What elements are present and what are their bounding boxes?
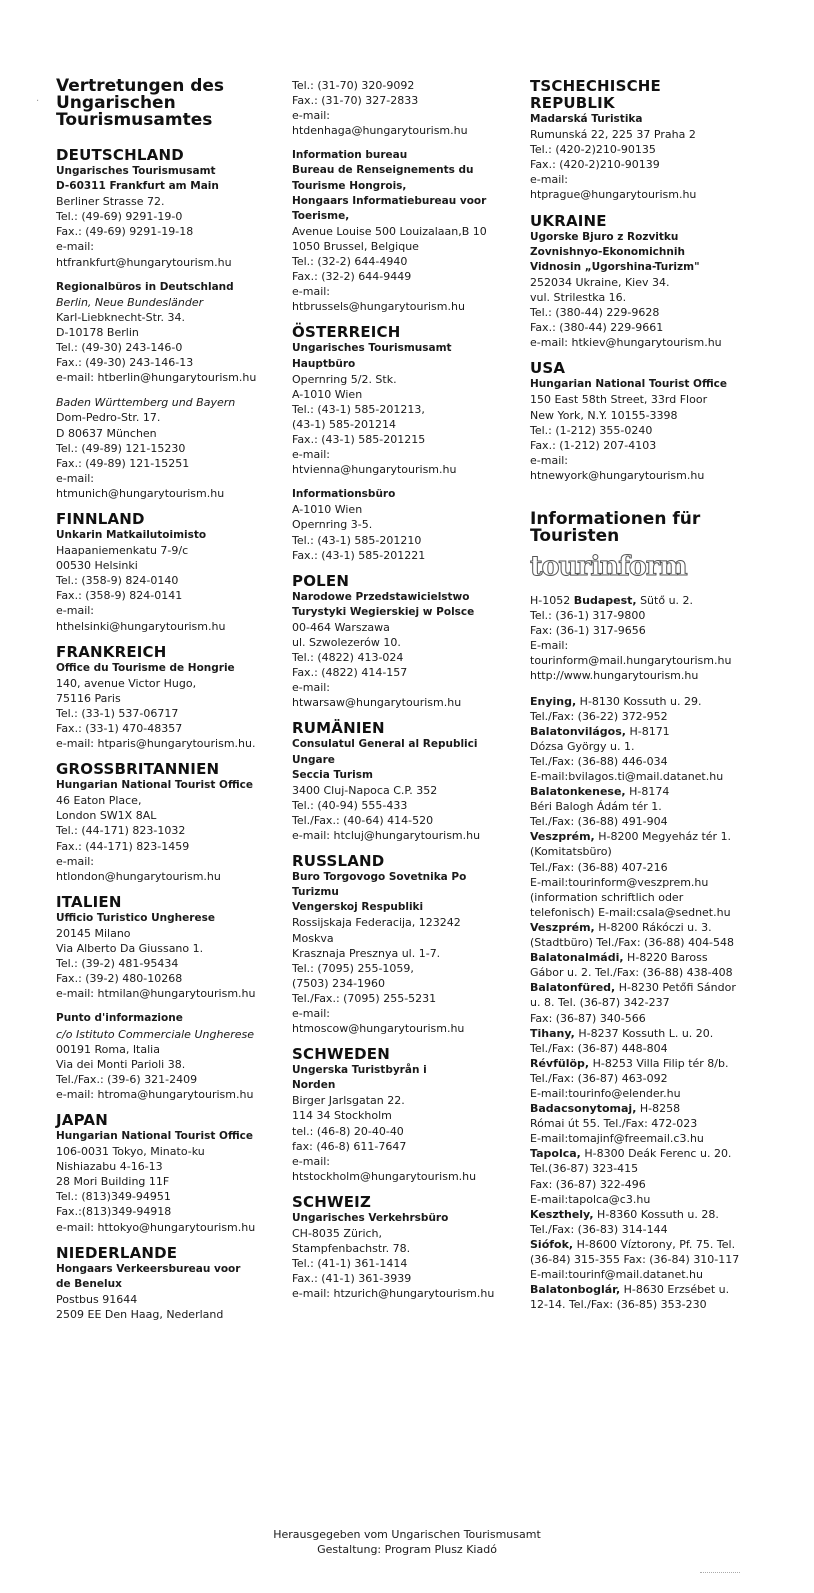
address-line: vul. Strilestka 16.	[530, 290, 627, 304]
country-heading: POLEN	[292, 571, 350, 590]
address-line: Via Alberto Da Giussano 1.	[56, 942, 204, 956]
spacer	[292, 138, 520, 148]
address-line: e-mail: httokyo@hungarytourism.hu	[56, 1220, 256, 1234]
country-heading: JAPAN	[56, 1110, 108, 1129]
address-line: Tel.: (36-1) 317-9800	[530, 609, 646, 623]
address-line: Tel./Fax.: (40-64) 414-520	[292, 813, 434, 827]
address-line: D-10178 Berlin	[56, 325, 139, 339]
office-name: Vidnosin „Ugorshina-Turizm"	[530, 260, 700, 273]
address-line: Badacsonytomaj, H-8258	[530, 1102, 681, 1116]
country-heading: TSCHECHISCHE	[530, 77, 661, 95]
address-line: London SW1X 8AL	[56, 809, 157, 823]
address-line: e-mail:	[56, 604, 95, 618]
address-line: e-mail:	[530, 173, 569, 187]
address-line: (information schriftlich oder	[530, 890, 684, 904]
address-line: 1050 Brussel, Belgique	[292, 239, 419, 253]
address-line: Fax: (36-87) 322-496	[530, 1177, 646, 1191]
address-line: e-mail:	[292, 285, 331, 299]
address-line: Tel./Fax: (36-22) 372-952	[530, 709, 668, 723]
address-line: Tel.: (813)349-94951	[56, 1190, 171, 1204]
address-line: htdenhaga@hungarytourism.hu	[292, 124, 468, 138]
address-line: Tel.: (39-2) 481-95434	[56, 957, 179, 971]
address-line: E-mail:bvilagos.ti@mail.datanet.hu	[530, 770, 724, 783]
address-line: Tel.: (49-89) 121-15230	[56, 441, 186, 455]
office-name: Narodowe Przedstawicielstwo	[292, 590, 470, 603]
address-line: e-mail:	[292, 1154, 331, 1168]
address-line: e-mail:	[530, 453, 569, 467]
address-line: htstockholm@hungarytourism.hu	[292, 1169, 477, 1183]
section-title: Touristen	[530, 525, 620, 546]
country-heading: REPUBLIK	[530, 94, 615, 112]
address-line: Tel.: (41-1) 361-1414	[292, 1257, 408, 1271]
address-line: H-1052 Budapest, Sütő u. 2.	[530, 593, 694, 607]
address-line: 00-464 Warszawa	[292, 620, 390, 634]
address-line: E-mail:tapolca@c3.hu	[530, 1192, 651, 1206]
address-line: 46 Eaton Place,	[56, 794, 142, 808]
address-line: Tel./Fax: (36-88) 407-216	[530, 860, 668, 874]
address-line: htnewyork@hungarytourism.hu	[530, 468, 705, 482]
address-line: Tel.: (358-9) 824-0140	[56, 574, 179, 588]
address-line: e-mail: htroma@hungarytourism.hu	[56, 1087, 254, 1101]
address-line: Tel.: (1-212) 355-0240	[530, 423, 653, 437]
country-heading: USA	[530, 359, 566, 378]
address-line: Fax.: (31-70) 327-2833	[292, 94, 419, 108]
address-line: 28 Mori Building 11F	[56, 1175, 170, 1189]
address-line: Balatonfüred, H-8230 Petőfi Sándor	[530, 981, 736, 995]
office-name: Informationsbüro	[292, 488, 396, 501]
address-line: Krasznaja Presznya ul. 1-7.	[292, 946, 441, 960]
address-line: ul. Szwolezerów 10.	[292, 636, 401, 649]
section-title: Informationen für	[530, 508, 701, 529]
address-line: Tel.: (40-94) 555-433	[292, 798, 408, 812]
address-line: Gábor u. 2. Tel./Fax: (36-88) 438-408	[530, 966, 733, 980]
address-line: Tel.: (420-2)210-90135	[530, 143, 656, 157]
office-name: Ungare	[292, 753, 335, 766]
address-line: e-mail:	[292, 681, 331, 695]
address-line: Siófok, H-8600 Víztorony, Pf. 75. Tel.	[530, 1237, 736, 1251]
office-name: Hongaars Verkeersbureau voor	[56, 1262, 241, 1275]
office-name: Ungarisches Tourismusamt	[292, 342, 452, 355]
address-line: Tel./Fax.: (39-6) 321-2409	[56, 1072, 198, 1086]
address-line: Via dei Monti Parioli 38.	[56, 1057, 186, 1071]
address-line: Opernring 5/2. Stk.	[292, 372, 397, 386]
address-line: A-1010 Wien	[292, 503, 363, 517]
address-line: (Komitatsbüro)	[530, 845, 612, 859]
scan-mark: ·	[36, 96, 40, 107]
address-line: Fax.: (49-69) 9291-19-18	[56, 225, 194, 239]
address-line: D 80637 München	[56, 426, 157, 440]
address-line: Fax.: (43-1) 585-201221	[292, 548, 426, 562]
address-line: Fax.: (4822) 414-157	[292, 666, 408, 680]
office-name: Turizmu	[292, 886, 339, 899]
address-line: 150 East 58th Street, 33rd Floor	[530, 393, 708, 407]
address-line: Tapolca, H-8300 Deák Ferenc u. 20.	[530, 1147, 732, 1161]
address-line: Fax.: (1-212) 207-4103	[530, 438, 657, 452]
country-heading: NIEDERLANDE	[56, 1243, 178, 1262]
address-line: fax: (46-8) 611-7647	[292, 1139, 407, 1153]
address-line: Enying, H-8130 Kossuth u. 29.	[530, 694, 702, 708]
address-line: Fax.: (44-171) 823-1459	[56, 839, 190, 853]
address-line: Tel./Fax: (36-87) 448-804	[530, 1041, 668, 1055]
address-line: Fax.: (43-1) 585-201215	[292, 432, 426, 446]
office-name: Toerisme,	[292, 209, 350, 222]
footer-design: Gestaltung: Program Plusz Kiadó	[317, 1543, 497, 1556]
spacer	[56, 1001, 278, 1011]
footer-publisher: Herausgegeben vom Ungarischen Tourismusamt	[273, 1528, 541, 1541]
address-line: Birger Jarlsgatan 22.	[292, 1094, 405, 1108]
spacer	[530, 483, 762, 501]
address-line: htmunich@hungarytourism.hu	[56, 486, 225, 500]
address-line: Tel.: (4822) 413-024	[292, 651, 404, 665]
address-line: htbrussels@hungarytourism.hu	[292, 300, 465, 314]
office-name: Regionalbüros in Deutschland	[56, 280, 234, 293]
country-heading: RUMÄNIEN	[292, 719, 385, 738]
office-name: Office du Tourisme de Hongrie	[56, 661, 235, 674]
address-line: 75116 Paris	[56, 691, 121, 705]
address-line: tourinform@mail.hungarytourism.hu	[530, 654, 732, 668]
address-line: Rumunská 22, 225 37 Praha 2	[530, 128, 696, 142]
address-line: Moskva	[292, 931, 334, 945]
office-name: Hauptbüro	[292, 357, 356, 370]
address-line: 12-14. Tel./Fax: (36-85) 353-230	[530, 1298, 707, 1312]
office-name: Tourisme Hongrois,	[292, 179, 407, 192]
address-line: Fax.: (39-2) 480-10268	[56, 972, 183, 986]
section-title: Ungarischen	[56, 93, 176, 113]
address-line: E-mail:tourinfo@elender.hu	[530, 1086, 681, 1100]
address-line: E-mail:tomajinf@freemail.c3.hu	[530, 1132, 704, 1146]
address-line: (Stadtbüro) Tel./Fax: (36-88) 404-548	[530, 936, 735, 950]
address-line: u. 8. Tel. (36-87) 342-237	[530, 996, 670, 1010]
office-name: Vengerskoj Respubliki	[292, 901, 424, 914]
address-line: Dom-Pedro-Str. 17.	[56, 411, 161, 425]
country-heading: ÖSTERREICH	[292, 323, 401, 342]
address-line: e-mail: htcluj@hungarytourism.hu	[292, 829, 481, 843]
address-line: Tel.: (380-44) 229-9628	[530, 306, 660, 320]
address-line: New York, N.Y. 10155-3398	[530, 408, 678, 422]
section-title: Tourismusamtes	[56, 110, 213, 130]
address-line: E-mail:	[530, 639, 569, 653]
address-line: htlondon@hungarytourism.hu	[56, 869, 221, 883]
address-line: telefonisch) E-mail:csala@sednet.hu	[530, 905, 731, 919]
office-name: Unkarin Matkailutoimisto	[56, 528, 207, 541]
address-line: e-mail:	[56, 240, 95, 254]
address-line: e-mail: htparis@hungarytourism.hu.	[56, 737, 256, 751]
spacer	[530, 684, 762, 694]
country-heading: ITALIEN	[56, 892, 122, 911]
address-line: Balatonboglár, H-8630 Erzsébet u.	[530, 1283, 730, 1297]
address-line: 114 34 Stockholm	[292, 1109, 392, 1123]
address-line: (36-84) 315-355 Fax: (36-84) 310-117	[530, 1253, 740, 1266]
address-line: Tel.: (43-1) 585-201213,	[292, 402, 425, 416]
address-line: Tel.: (7095) 255-1059,	[292, 961, 414, 975]
address-line: Postbus 91644	[56, 1292, 138, 1306]
address-line: e-mail: htzurich@hungarytourism.hu	[292, 1287, 495, 1301]
address-line: Tel./Fax: (36-87) 463-092	[530, 1071, 668, 1085]
address-line: Rossijskaja Federacija, 123242	[292, 916, 461, 930]
address-line: http://www.hungarytourism.hu	[530, 669, 699, 683]
address-line: Révfülöp, H-8253 Villa Filip tér 8/b.	[530, 1056, 729, 1070]
address-line: e-mail:	[292, 1006, 331, 1020]
address-line: Karl-Liebknecht-Str. 34.	[56, 310, 185, 324]
address-line: e-mail: htmilan@hungarytourism.hu	[56, 987, 256, 1001]
office-name: Consulatul General al Republici	[292, 738, 478, 751]
address-line: e-mail:	[56, 854, 95, 868]
country-heading: FINNLAND	[56, 509, 145, 528]
address-line: hthelsinki@hungarytourism.hu	[56, 619, 226, 633]
address-line: Balatonalmádi, H-8220 Baross	[530, 951, 708, 965]
address-line: Fax.:(813)349-94918	[56, 1205, 172, 1219]
country-heading: GROSSBRITANNIEN	[56, 760, 220, 779]
address-line: tel.: (46-8) 20-40-40	[292, 1124, 404, 1138]
address-line: Dózsa György u. 1.	[530, 739, 635, 753]
address-line: Fax.: (41-1) 361-3939	[292, 1272, 412, 1286]
address-line: 140, avenue Victor Hugo,	[56, 676, 197, 690]
address-line: Tel./Fax: (36-88) 446-034	[530, 754, 668, 768]
address-line: E-mail:tourinform@veszprem.hu	[530, 875, 709, 889]
office-name: Ungerska Turistbyrån i	[292, 1064, 427, 1077]
address-line: e-mail:	[56, 471, 95, 485]
address-line: 252034 Ukraine, Kiev 34.	[530, 275, 670, 289]
address-line: Fax.: (49-30) 243-146-13	[56, 356, 194, 370]
column-right	[530, 78, 762, 1312]
address-line: e-mail: htkiev@hungarytourism.hu	[530, 336, 722, 350]
country-heading: DEUTSCHLAND	[56, 146, 184, 164]
office-name: Ungarisches Verkehrsbüro	[292, 1211, 449, 1224]
address-line: e-mail:	[292, 448, 331, 462]
address-line: Fax.: (380-44) 229-9661	[530, 321, 664, 335]
office-name: Buro Torgovogo Sovetnika Po	[292, 871, 467, 884]
address-line: Fax.: (32-2) 644-9449	[292, 270, 412, 284]
address-line: 20145 Milano	[56, 926, 131, 940]
address-line: (7503) 234-1960	[292, 976, 386, 990]
address-line: Avenue Louise 500 Louizalaan,B 10	[292, 224, 487, 238]
address-line: Keszthely, H-8360 Kossuth u. 28.	[530, 1207, 719, 1221]
office-region: c/o Istituto Commerciale Ungherese	[56, 1027, 254, 1041]
office-name: Madarská Turistika	[530, 113, 643, 125]
tourinform-logo: tourinform	[530, 550, 687, 582]
address-line: Veszprém, H-8200 Rákóczi u. 3.	[530, 920, 712, 934]
address-line: Római út 55. Tel./Fax: 472-023	[530, 1117, 698, 1131]
address-line: Fax: (36-1) 317-9656	[530, 624, 646, 638]
address-line: Fax.: (358-9) 824-0141	[56, 589, 183, 603]
address-line: 00530 Helsinki	[56, 559, 138, 573]
address-line: Stampfenbachstr. 78.	[292, 1242, 411, 1256]
country-heading: FRANKREICH	[56, 642, 167, 661]
address-line: Béri Balogh Ádám tér 1.	[530, 800, 662, 814]
country-heading: UKRAINE	[530, 211, 607, 230]
address-line: Fax: (36-87) 340-566	[530, 1011, 646, 1025]
address-line: 2509 EE Den Haag, Nederland	[56, 1307, 224, 1321]
spacer	[56, 270, 278, 280]
address-line: Haapaniemenkatu 7-9/c	[56, 544, 189, 558]
address-line: htprague@hungarytourism.hu	[530, 188, 697, 202]
office-name: Hongaars Informatiebureau voor	[292, 194, 487, 207]
office-name: Ugorske Bjuro z Rozvitku	[530, 230, 679, 243]
spacer	[292, 477, 520, 487]
country-heading: SCHWEDEN	[292, 1045, 391, 1064]
address-line: htvienna@hungarytourism.hu	[292, 463, 457, 477]
address-line: Tel.: (33-1) 537-06717	[56, 706, 179, 720]
office-name: Zovnishnyo-Ekonomichnih	[530, 245, 685, 258]
country-heading: RUSSLAND	[292, 852, 385, 871]
address-line: Fax.: (49-89) 121-15251	[56, 456, 190, 470]
address-line: Tel.: (49-69) 9291-19-0	[56, 210, 183, 224]
address-line: A-1010 Wien	[292, 387, 363, 401]
address-line: Berliner Strasse 72.	[56, 195, 165, 209]
office-name: Hungarian National Tourist Office	[530, 378, 727, 391]
office-name: de Benelux	[56, 1277, 122, 1290]
column-middle	[292, 78, 520, 1301]
office-name: D-60311 Frankfurt am Main	[56, 180, 219, 193]
office-name: Turystyki Wegierskiej w Polsce	[292, 605, 475, 618]
address-line: Tel./Fax.: (7095) 255-5231	[292, 991, 437, 1005]
address-line: Nishiazabu 4-16-13	[56, 1160, 163, 1174]
address-line: Tel./Fax: (36-88) 491-904	[530, 815, 668, 829]
address-line: E-mail:tourinf@mail.datanet.hu	[530, 1268, 703, 1282]
address-line: Fax.: (33-1) 470-48357	[56, 722, 183, 735]
office-name: Punto d'informazione	[56, 1012, 183, 1025]
address-line: e-mail: htberlin@hungarytourism.hu	[56, 371, 257, 385]
address-line: htfrankfurt@hungarytourism.hu	[56, 255, 232, 269]
address-line: Fax.: (420-2)210-90139	[530, 158, 660, 172]
office-name: Seccia Turism	[292, 768, 373, 781]
office-name: Hungarian National Tourist Office	[56, 1129, 253, 1142]
scan-smudge	[700, 1572, 740, 1575]
spacer	[56, 129, 278, 147]
address-line: Tel.: (49-30) 243-146-0	[56, 341, 183, 355]
section-title: Vertretungen des	[56, 76, 225, 96]
address-line: 106-0031 Tokyo, Minato-ku	[56, 1145, 205, 1159]
office-name: Hungarian National Tourist Office	[56, 779, 253, 792]
address-line: Tel./Fax: (36-83) 314-144	[530, 1222, 668, 1236]
address-line: Tel.(36-87) 323-415	[530, 1162, 639, 1176]
spacer	[56, 385, 278, 395]
address-line: e-mail:	[292, 109, 331, 123]
address-line: Tel.: (32-2) 644-4940	[292, 255, 408, 269]
column-left	[56, 78, 278, 1322]
address-line: Tel.: (44-171) 823-1032	[56, 824, 186, 838]
address-line: htmoscow@hungarytourism.hu	[292, 1022, 465, 1036]
office-name: Bureau de Renseignements du	[292, 164, 474, 177]
address-line: (43-1) 585-201214	[292, 417, 397, 431]
office-name: Ufficio Turistico Ungherese	[56, 911, 215, 924]
address-line: 00191 Roma, Italia	[56, 1042, 160, 1056]
address-line: Tel.: (43-1) 585-201210	[292, 533, 422, 547]
address-line: Tihany, H-8237 Kossuth L. u. 20.	[530, 1026, 714, 1040]
office-name: Information bureau	[292, 149, 408, 162]
address-line: CH-8035 Zürich,	[292, 1227, 383, 1240]
address-line: Balatonvilágos, H-8171	[530, 724, 670, 738]
office-name: Norden	[292, 1079, 336, 1092]
address-line: Tel.: (31-70) 320-9092	[292, 79, 415, 92]
office-region: Berlin, Neue Bundesländer	[56, 295, 204, 309]
office-region: Baden Württemberg und Bayern	[56, 396, 236, 410]
office-name: Ungarisches Tourismusamt	[56, 165, 216, 177]
address-line: htwarsaw@hungarytourism.hu	[292, 696, 462, 710]
address-line: Balatonkenese, H-8174	[530, 785, 670, 799]
footer	[0, 1527, 814, 1557]
address-line: 3400 Cluj-Napoca C.P. 352	[292, 783, 438, 797]
address-line: Opernring 3-5.	[292, 518, 373, 532]
address-line: Veszprém, H-8200 Megyeház tér 1.	[530, 830, 732, 844]
country-heading: SCHWEIZ	[292, 1192, 372, 1211]
